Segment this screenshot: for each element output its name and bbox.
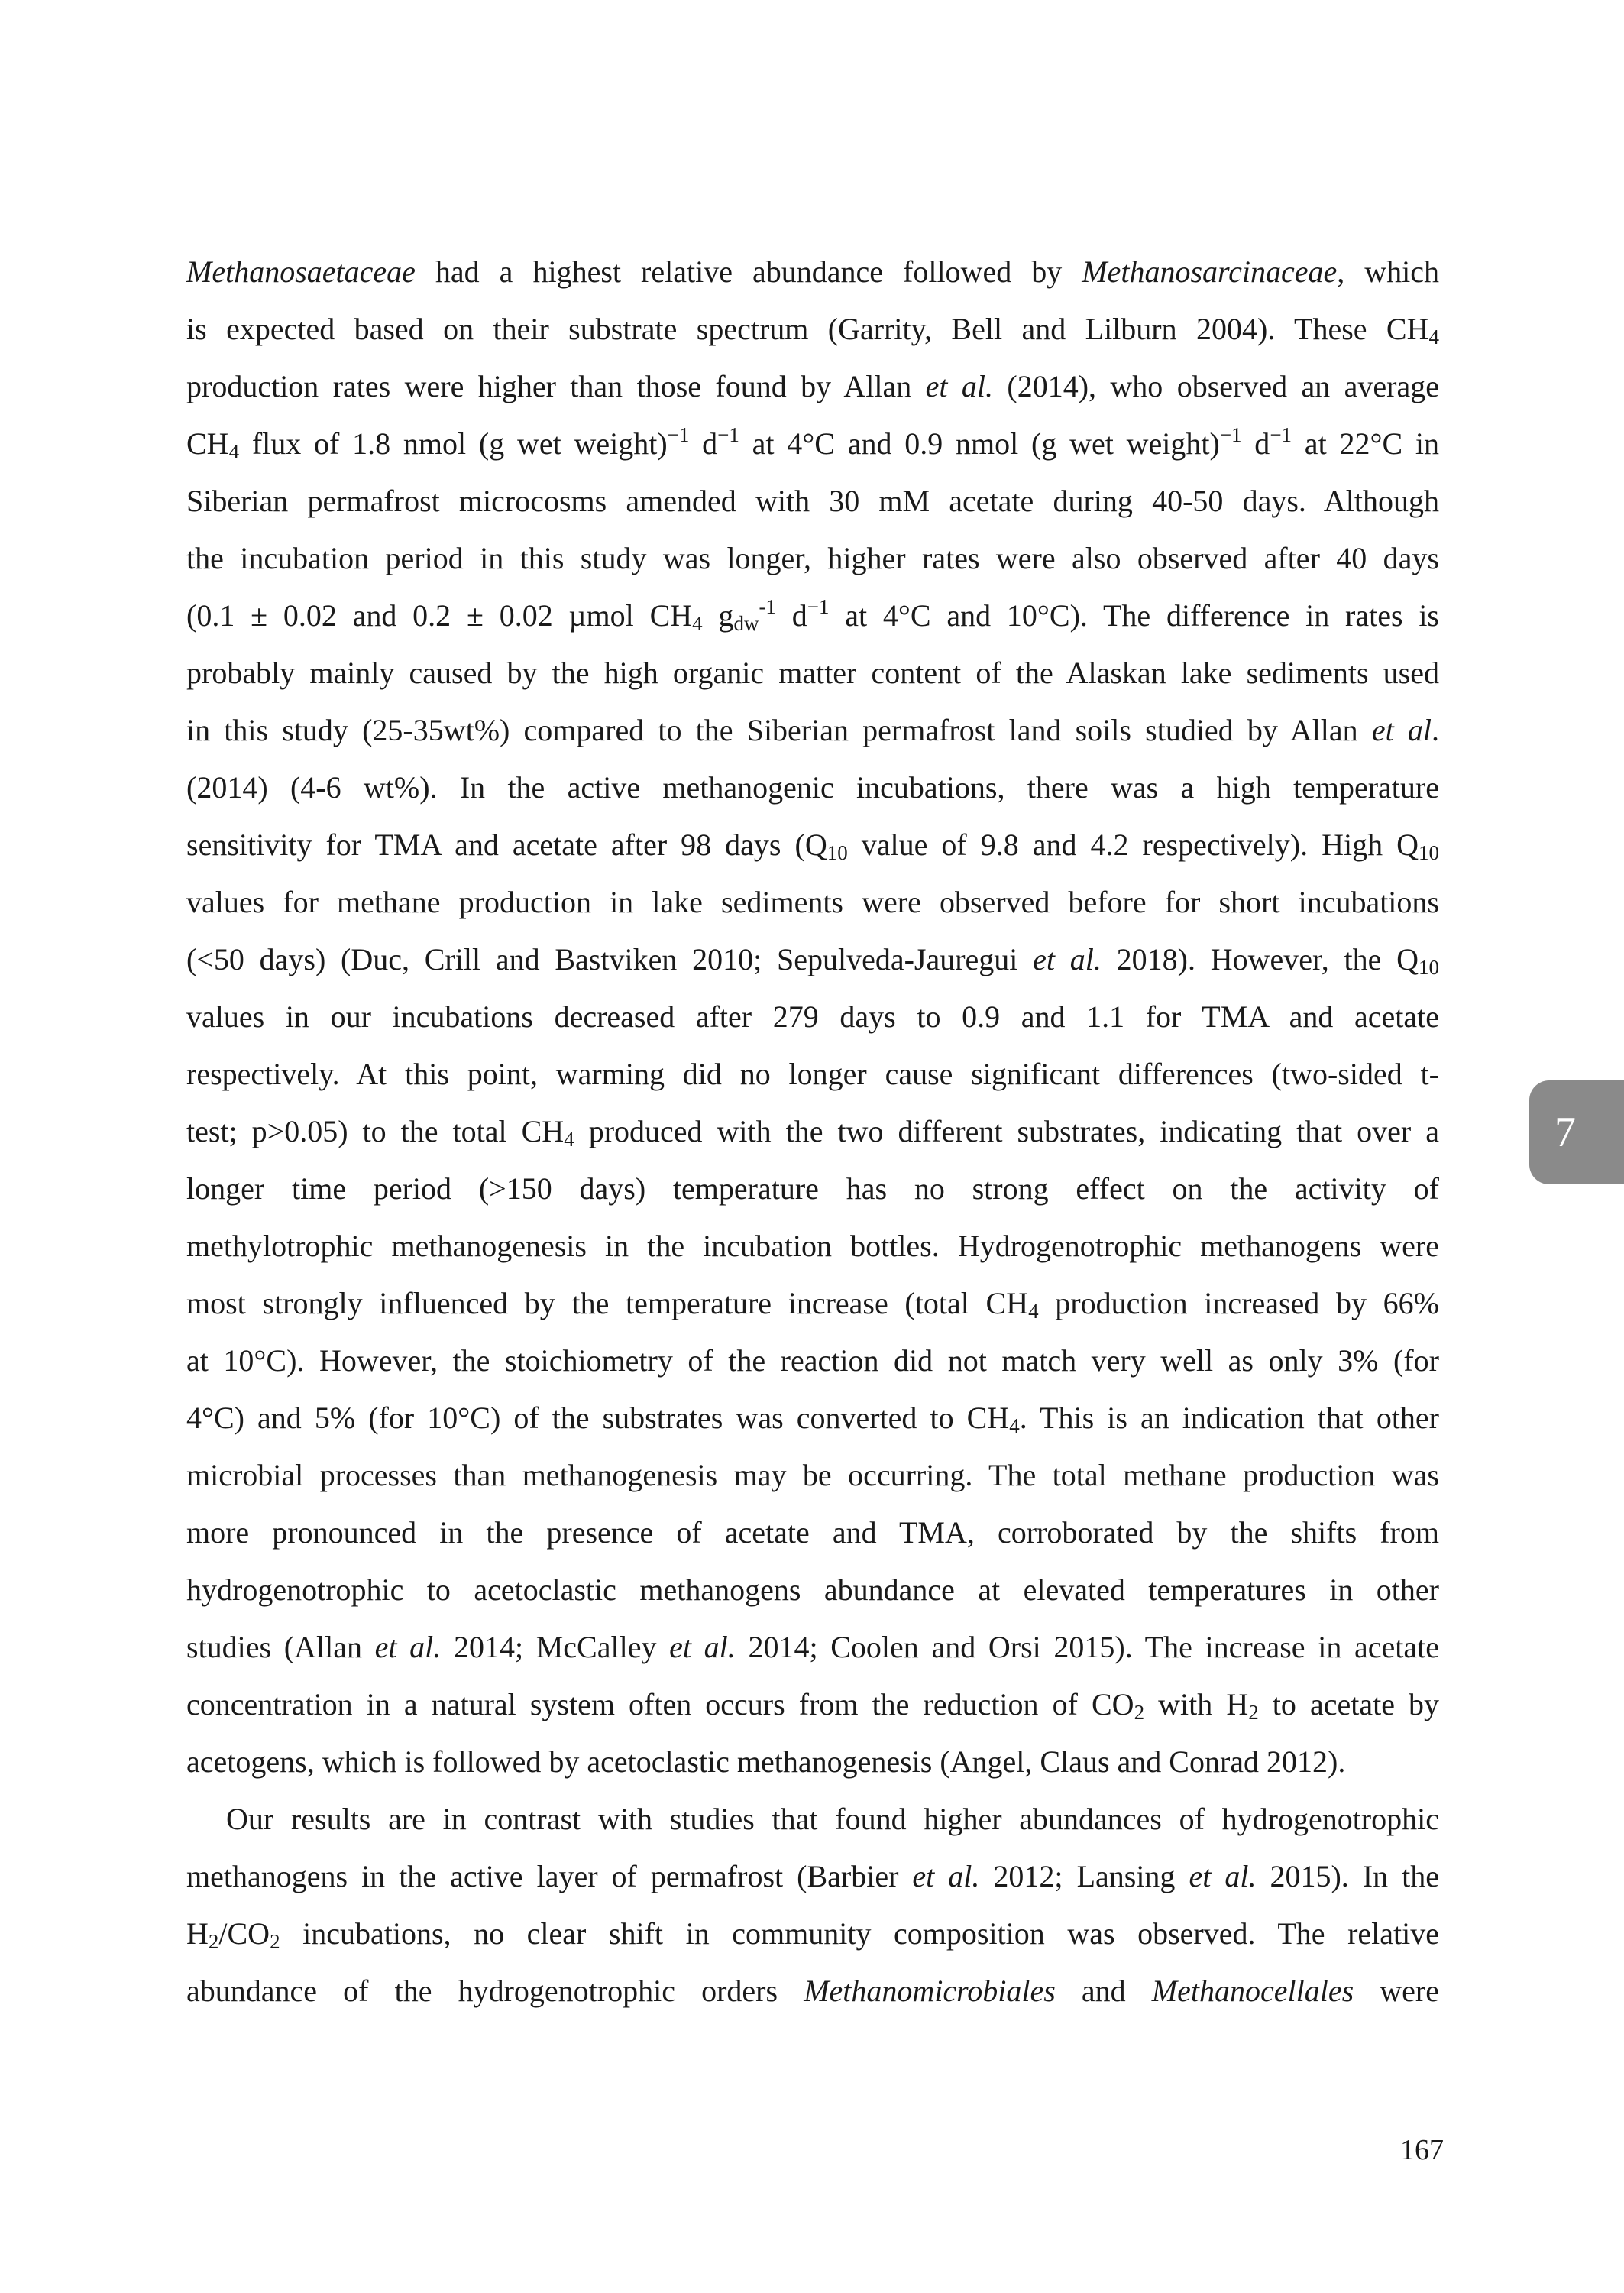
text-segment: studies (Allan bbox=[186, 1630, 375, 1664]
text-segment: longer time period (>150 days) temperature has no strong effect on the activity of bbox=[186, 1171, 1439, 1206]
subscript: 2 bbox=[1134, 1701, 1145, 1724]
text-line bbox=[186, 1733, 1439, 1790]
text-segment: (0.1 ± 0.02 and 0.2 ± 0.02 µmol CH bbox=[186, 598, 693, 633]
text-line bbox=[186, 1676, 1439, 1733]
italic-text: et al. bbox=[912, 1859, 980, 1893]
text-segment: H bbox=[186, 1916, 209, 1951]
text-segment: 2012; Lansing bbox=[979, 1859, 1189, 1893]
subscript: 2 bbox=[1248, 1701, 1259, 1724]
text-segment: d bbox=[1241, 426, 1270, 461]
italic-text: et al. bbox=[669, 1630, 736, 1664]
text-segment: d bbox=[689, 426, 718, 461]
text-segment: 2015). In the bbox=[1256, 1859, 1440, 1893]
text-segment: , which bbox=[1337, 254, 1439, 289]
italic-text: et al. bbox=[925, 369, 993, 403]
subscript: 4 bbox=[1009, 1414, 1020, 1437]
text-line bbox=[186, 759, 1439, 816]
text-segment: to acetate by bbox=[1258, 1687, 1440, 1721]
text-segment: at 10°C). However, the stoichiometry of the reaction did not match very well as only 3% (for bbox=[186, 1343, 1439, 1378]
superscript: -1 bbox=[759, 595, 776, 618]
superscript: −1 bbox=[667, 423, 690, 446]
italic-text: et al. bbox=[1189, 1859, 1257, 1893]
text-line bbox=[186, 530, 1439, 587]
text-line bbox=[186, 1446, 1439, 1504]
text-segment: and bbox=[1055, 1974, 1152, 2008]
text-segment: Siberian permafrost microcosms amended with 30 mM acetate during 40-50 days. Although bbox=[186, 484, 1439, 518]
subscript: 4 bbox=[1028, 1300, 1039, 1323]
text-segment: flux of 1.8 nmol (g wet weight) bbox=[239, 426, 668, 461]
text-segment: with H bbox=[1144, 1687, 1249, 1721]
text-line bbox=[186, 873, 1439, 931]
text-segment: were bbox=[1354, 1974, 1439, 2008]
text-segment: hydrogenotrophic to acetoclastic methanogens abundance at elevated temperatures in other bbox=[186, 1572, 1439, 1607]
text-segment: (2014) (4-6 wt%). In the active methanogenic incubations, there was a high temperature bbox=[186, 770, 1439, 805]
text-line bbox=[186, 1332, 1439, 1389]
subscript: 10 bbox=[1419, 956, 1439, 979]
text-segment: at 4°C and 0.9 nmol (g wet weight) bbox=[739, 426, 1220, 461]
text-segment: value of 9.8 and 4.2 respectively). High Q bbox=[847, 827, 1419, 862]
text-segment: at 4°C and 10°C). The difference in rates is bbox=[829, 598, 1439, 633]
italic-text: et al. bbox=[1033, 942, 1102, 976]
text-segment: more pronounced in the presence of acetate and TMA, corroborated by the shifts from bbox=[186, 1515, 1439, 1550]
text-segment: abundance of the hydrogenotrophic orders bbox=[186, 1974, 804, 2008]
text-line bbox=[186, 415, 1439, 472]
subscript: 4 bbox=[228, 440, 240, 463]
text-line bbox=[186, 1103, 1439, 1160]
italic-text: Methanosarcinaceae bbox=[1082, 254, 1338, 289]
subscript: 4 bbox=[564, 1128, 574, 1151]
text-segment: produced with the two different substrates, indicating that over a bbox=[574, 1114, 1439, 1148]
text-segment: CH bbox=[186, 426, 229, 461]
text-segment: Our results are in contrast with studies that found higher abundances of hydrogenotrophic bbox=[226, 1802, 1439, 1836]
text-line bbox=[186, 1848, 1439, 1905]
text-line bbox=[186, 988, 1439, 1045]
text-segment: most strongly influenced by the temperature increase (total CH bbox=[186, 1286, 1029, 1320]
subscript: 2 bbox=[208, 1930, 219, 1953]
text-line bbox=[186, 701, 1439, 759]
text-segment: 2014; Coolen and Orsi 2015). The increase in acetate bbox=[735, 1630, 1439, 1664]
text-segment: (2014), who observed an average bbox=[992, 369, 1439, 403]
text-segment: concentration in a natural system often occurs from the reduction of CO bbox=[186, 1687, 1134, 1721]
text-segment: the incubation period in this study was longer, higher rates were also observed after 40 days bbox=[186, 541, 1439, 575]
text-segment: had a highest relative abundance followed by bbox=[415, 254, 1082, 289]
text-segment: acetogens, which is followed by acetoclastic methanogenesis (Angel, Claus and Conrad 2012). bbox=[186, 1744, 1346, 1779]
superscript: −1 bbox=[807, 595, 830, 618]
body-text bbox=[186, 243, 1439, 2019]
text-segment: test; p>0.05) to the total CH bbox=[186, 1114, 565, 1148]
text-line bbox=[186, 931, 1439, 988]
text-segment: methylotrophic methanogenesis in the incubation bottles. Hydrogenotrophic methanogens were bbox=[186, 1229, 1439, 1263]
text-line bbox=[186, 358, 1439, 415]
text-line bbox=[186, 1618, 1439, 1676]
text-segment: production rates were higher than those found by Allan bbox=[186, 369, 926, 403]
subscript: 10 bbox=[827, 841, 848, 864]
text-line bbox=[186, 1905, 1439, 1962]
text-line bbox=[186, 1045, 1439, 1103]
text-line bbox=[186, 816, 1439, 873]
text-segment: /CO bbox=[218, 1916, 270, 1951]
text-segment: . This is an indication that other bbox=[1019, 1401, 1440, 1435]
chapter-tab[interactable] bbox=[1529, 1080, 1624, 1184]
text-line bbox=[186, 1160, 1439, 1217]
text-line bbox=[186, 1561, 1439, 1618]
text-segment: d bbox=[775, 598, 807, 633]
page-number: 167 bbox=[1400, 2134, 1444, 2166]
superscript: −1 bbox=[1270, 423, 1292, 446]
text-segment: values in our incubations decreased after 279 days to 0.9 and 1.1 for TMA and acetate bbox=[186, 999, 1439, 1034]
text-segment: methanogens in the active layer of permafrost (Barbier bbox=[186, 1859, 913, 1893]
italic-text: et al bbox=[1371, 713, 1432, 747]
text-segment: (<50 days) (Duc, Crill and Bastviken 2010; Sepulveda-Jauregui bbox=[186, 942, 1034, 976]
text-segment: is expected based on their substrate spectrum (Garrity, Bell and Lilburn 2004). These CH bbox=[186, 312, 1429, 346]
text-segment: g bbox=[702, 598, 734, 633]
italic-text: Methanomicrobiales bbox=[804, 1974, 1056, 2008]
superscript: −1 bbox=[1219, 423, 1242, 446]
subscript: 2 bbox=[270, 1930, 280, 1953]
text-line bbox=[186, 1274, 1439, 1332]
text-segment: microbial processes than methanogenesis may be occurring. The total methane production was bbox=[186, 1458, 1439, 1492]
superscript: −1 bbox=[717, 423, 739, 446]
text-segment: production increased by 66% bbox=[1038, 1286, 1440, 1320]
text-segment: 2018). However, the Q bbox=[1101, 942, 1419, 976]
text-line bbox=[186, 587, 1439, 644]
text-segment: probably mainly caused by the high organic matter content of the Alaskan lake sediments used bbox=[186, 656, 1439, 690]
text-segment: incubations, no clear shift in community composition was observed. The relative bbox=[280, 1916, 1439, 1951]
text-line bbox=[186, 472, 1439, 530]
subscript: dw bbox=[733, 612, 759, 635]
text-line bbox=[186, 1217, 1439, 1274]
subscript: 4 bbox=[1428, 325, 1439, 348]
italic-text: Methanocellales bbox=[1151, 1974, 1354, 2008]
text-segment: 4°C) and 5% (for 10°C) of the substrates was converted to CH bbox=[186, 1401, 1010, 1435]
text-segment: at 22°C in bbox=[1292, 426, 1439, 461]
text-line bbox=[186, 644, 1439, 701]
text-line bbox=[186, 300, 1439, 358]
text-segment: 2014; McCalley bbox=[441, 1630, 670, 1664]
text-segment: . bbox=[1432, 713, 1439, 747]
text-segment: in this study (25-35wt%) compared to the Siberian permafrost land soils studied by Allan bbox=[186, 713, 1372, 747]
text-segment: respectively. At this point, warming did no longer cause significant differences (two-sided t- bbox=[186, 1057, 1439, 1091]
subscript: 4 bbox=[692, 612, 703, 635]
text-line bbox=[186, 1962, 1439, 2019]
text-line bbox=[186, 243, 1439, 300]
chapter-number: 7 bbox=[1554, 1109, 1576, 1156]
text-line bbox=[186, 1389, 1439, 1446]
text-segment: values for methane production in lake sediments were observed before for short incubations bbox=[186, 885, 1439, 919]
italic-text: et al. bbox=[374, 1630, 442, 1664]
text-segment: sensitivity for TMA and acetate after 98 days (Q bbox=[186, 827, 827, 862]
text-line bbox=[186, 1504, 1439, 1561]
subscript: 10 bbox=[1419, 841, 1439, 864]
text-line bbox=[186, 1790, 1439, 1848]
italic-text: Methanosaetaceae bbox=[186, 254, 416, 289]
